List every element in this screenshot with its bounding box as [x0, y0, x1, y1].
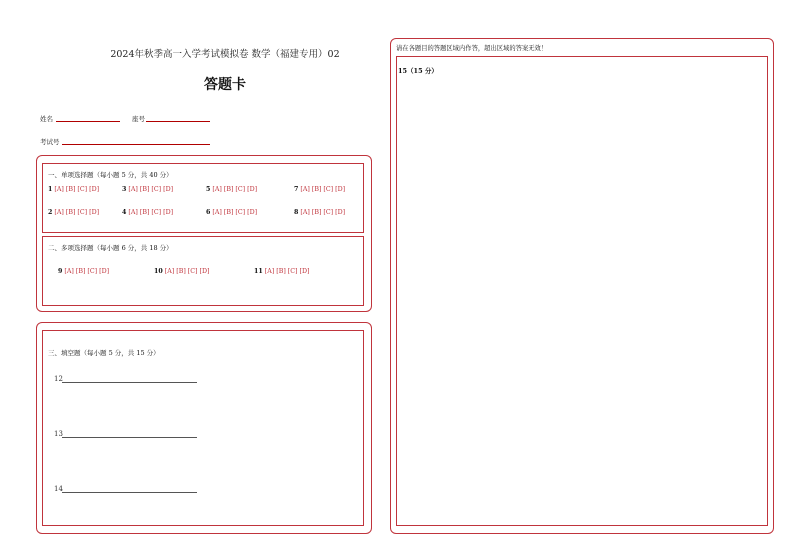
- question-4[interactable]: [122, 209, 173, 216]
- exam-no-field[interactable]: [62, 144, 210, 145]
- question-6[interactable]: [206, 209, 257, 216]
- section3-box: [42, 330, 364, 526]
- answer-options[interactable]: [A] [B] [C] [D]: [164, 268, 210, 275]
- exam-title: 2024年秋季高一入学考试模拟卷 数学（福建专用）02: [110, 49, 340, 60]
- answer-line-14[interactable]: [62, 492, 197, 493]
- seat-field[interactable]: [146, 121, 210, 122]
- seat-label: 座号: [132, 115, 145, 123]
- answer-options[interactable]: [A] [B] [C] [D]: [300, 186, 346, 193]
- sheet-title: 答题卡: [204, 77, 246, 93]
- question-number: 10: [154, 268, 163, 275]
- answer-options[interactable]: [A] [B] [C] [D]: [212, 186, 258, 193]
- question-number: 11: [254, 268, 263, 275]
- fill-item-number: 12: [54, 375, 63, 383]
- answer-options[interactable]: [A] [B] [C] [D]: [212, 209, 258, 216]
- name-field[interactable]: [56, 121, 120, 122]
- answer-options[interactable]: [A] [B] [C] [D]: [128, 186, 174, 193]
- question-number: 7: [294, 186, 299, 193]
- answer-line-13[interactable]: [62, 437, 197, 438]
- fill-item-number: 13: [54, 430, 63, 438]
- question-2[interactable]: [48, 209, 99, 216]
- notice-text: 请在各题目的答题区域内作答，超出区域的答案无效！: [396, 45, 548, 52]
- name-label: 姓名: [40, 115, 53, 123]
- answer-options[interactable]: [A] [B] [C] [D]: [64, 268, 110, 275]
- answer-line-12[interactable]: [62, 382, 197, 383]
- question-number: 5: [206, 186, 211, 193]
- section1-title: 一、单项选择题（每小题 5 分，共 40 分）: [48, 171, 173, 179]
- question-number: 6: [206, 209, 211, 216]
- section3-title: 三、填空题（每小题 5 分，共 15 分）: [48, 349, 160, 357]
- answer-options[interactable]: [A] [B] [C] [D]: [54, 186, 100, 193]
- answer-options[interactable]: [A] [B] [C] [D]: [300, 209, 346, 216]
- question-number: 1: [48, 186, 53, 193]
- question-3[interactable]: [122, 186, 173, 193]
- answer-options[interactable]: [A] [B] [C] [D]: [264, 268, 310, 275]
- question-number: 2: [48, 209, 53, 216]
- question-5[interactable]: [206, 186, 257, 193]
- fill-item-number: 14: [54, 485, 63, 493]
- answer-options[interactable]: [A] [B] [C] [D]: [54, 209, 100, 216]
- question-10[interactable]: [154, 268, 209, 275]
- question-number: 9: [58, 268, 63, 275]
- question-number: 3: [122, 186, 127, 193]
- question-7[interactable]: [294, 186, 345, 193]
- question-8[interactable]: [294, 209, 345, 216]
- question-11[interactable]: [254, 268, 309, 275]
- answer-options[interactable]: [A] [B] [C] [D]: [128, 209, 174, 216]
- section2-title: 二、多项选择题（每小题 6 分，共 18 分）: [48, 244, 173, 252]
- answer-area-15[interactable]: [396, 56, 768, 526]
- question-number: 4: [122, 209, 127, 216]
- question-15-label: 15（15 分）: [398, 67, 438, 75]
- question-1[interactable]: [48, 186, 99, 193]
- question-number: 8: [294, 209, 299, 216]
- question-9[interactable]: [58, 268, 109, 275]
- exam-no-label: 考试号: [40, 138, 60, 146]
